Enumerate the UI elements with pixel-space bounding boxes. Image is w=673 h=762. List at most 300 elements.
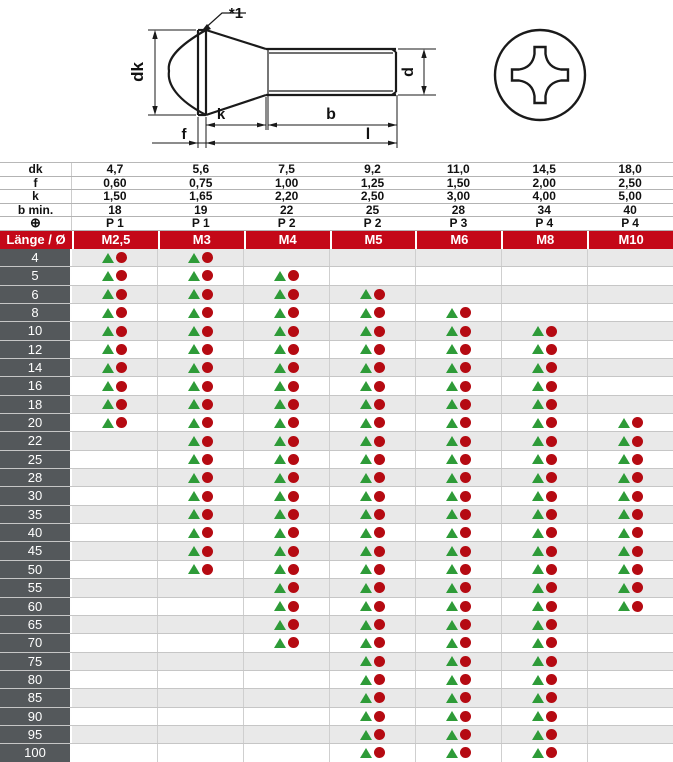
- circle-marker: [202, 509, 213, 520]
- spec-value: 18,0: [618, 162, 642, 176]
- availability-cell: [587, 726, 673, 743]
- availability-cell: [587, 598, 673, 615]
- triangle-marker: [446, 436, 458, 446]
- circle-marker: [546, 619, 557, 630]
- spec-value: P 1: [106, 216, 124, 231]
- circle-marker: [374, 729, 385, 740]
- column-header: M5: [330, 231, 416, 249]
- triangle-marker: [360, 601, 372, 611]
- dim-label-l: l: [365, 126, 371, 143]
- availability-cell: [329, 322, 415, 339]
- triangle-marker: [532, 418, 544, 428]
- triangle-marker: [102, 344, 114, 354]
- availability-cell: [157, 506, 243, 523]
- availability-cell: [243, 598, 329, 615]
- triangle-marker: [274, 473, 286, 483]
- availability-cell: [587, 322, 673, 339]
- circle-marker: [374, 326, 385, 337]
- spec-row: [0, 177, 673, 191]
- availability-cell: [329, 708, 415, 725]
- availability-cell: [587, 506, 673, 523]
- triangle-marker: [360, 308, 372, 318]
- triangle-marker: [446, 546, 458, 556]
- spec-value: 28: [451, 202, 466, 217]
- availability-cell: [72, 341, 157, 358]
- availability-cell: [157, 359, 243, 376]
- availability-cell: [587, 341, 673, 358]
- availability-cell: [72, 542, 157, 559]
- circle-marker: [374, 711, 385, 722]
- availability-cell: [157, 322, 243, 339]
- availability-cell: [329, 414, 415, 431]
- spec-value: 40: [623, 202, 637, 217]
- availability-cell: [157, 396, 243, 413]
- triangle-marker: [446, 363, 458, 373]
- spec-value: 9,2: [364, 162, 381, 176]
- availability-cell: [72, 414, 157, 431]
- availability-cell: [72, 524, 157, 541]
- circle-marker: [460, 747, 471, 758]
- circle-marker: [374, 399, 385, 410]
- availability-cell: [415, 506, 501, 523]
- triangle-marker: [274, 363, 286, 373]
- circle-marker: [202, 491, 213, 502]
- table-row: [0, 377, 673, 395]
- triangle-marker: [274, 271, 286, 281]
- availability-cell: [587, 653, 673, 670]
- availability-cell: [415, 744, 501, 761]
- circle-marker: [460, 307, 471, 318]
- availability-cell: [329, 579, 415, 596]
- triangle-marker: [102, 399, 114, 409]
- length-label: 14: [0, 359, 72, 376]
- availability-cell: [587, 524, 673, 541]
- triangle-marker: [532, 399, 544, 409]
- availability-cell: [72, 487, 157, 504]
- circle-marker: [374, 289, 385, 300]
- availability-cell: [501, 396, 587, 413]
- availability-cell: [415, 359, 501, 376]
- availability-cell: [72, 561, 157, 578]
- availability-cell: [243, 469, 329, 486]
- triangle-marker: [188, 546, 200, 556]
- availability-cell: [157, 726, 243, 743]
- triangle-marker: [188, 454, 200, 464]
- table-row: [0, 432, 673, 450]
- triangle-marker: [274, 326, 286, 336]
- circle-marker: [374, 747, 385, 758]
- circle-marker: [632, 436, 643, 447]
- availability-cell: [329, 726, 415, 743]
- triangle-marker: [532, 748, 544, 758]
- triangle-marker: [532, 326, 544, 336]
- spec-value: 1,50: [103, 189, 127, 204]
- triangle-marker: [446, 711, 458, 721]
- circle-marker: [460, 637, 471, 648]
- availability-cell: [72, 708, 157, 725]
- triangle-marker: [618, 528, 630, 538]
- note-label: *1: [228, 5, 244, 22]
- circle-marker: [546, 436, 557, 447]
- availability-cell: [72, 598, 157, 615]
- availability-cell: [587, 469, 673, 486]
- circle-marker: [202, 399, 213, 410]
- length-label: 100: [0, 744, 72, 761]
- triangle-marker: [532, 509, 544, 519]
- circle-marker: [116, 344, 127, 355]
- availability-cell: [415, 524, 501, 541]
- availability-cell: [501, 451, 587, 468]
- availability-cell: [415, 561, 501, 578]
- circle-marker: [374, 381, 385, 392]
- triangle-marker: [188, 326, 200, 336]
- availability-cell: [501, 377, 587, 394]
- availability-cell: [501, 414, 587, 431]
- circle-marker: [202, 326, 213, 337]
- triangle-marker: [532, 711, 544, 721]
- screw-technical-drawing: [0, 0, 673, 162]
- triangle-marker: [446, 344, 458, 354]
- length-label: 5: [0, 267, 72, 284]
- triangle-marker: [360, 326, 372, 336]
- availability-cell: [329, 469, 415, 486]
- circle-marker: [288, 582, 299, 593]
- availability-cell: [243, 377, 329, 394]
- availability-cell: [415, 726, 501, 743]
- circle-marker: [288, 546, 299, 557]
- circle-marker: [202, 381, 213, 392]
- availability-cell: [157, 341, 243, 358]
- triangle-marker: [102, 271, 114, 281]
- availability-cell: [243, 653, 329, 670]
- availability-cell: [243, 359, 329, 376]
- triangle-marker: [188, 436, 200, 446]
- availability-cell: [157, 286, 243, 303]
- circle-marker: [116, 307, 127, 318]
- availability-cell: [329, 304, 415, 321]
- circle-marker: [546, 546, 557, 557]
- length-label: 28: [0, 469, 72, 486]
- triangle-marker: [188, 308, 200, 318]
- availability-cell: [72, 726, 157, 743]
- triangle-marker: [618, 546, 630, 556]
- triangle-marker: [446, 454, 458, 464]
- triangle-marker: [532, 363, 544, 373]
- availability-cell: [329, 451, 415, 468]
- circle-marker: [288, 289, 299, 300]
- circle-marker: [460, 656, 471, 667]
- triangle-marker: [188, 473, 200, 483]
- triangle-marker: [274, 399, 286, 409]
- triangle-marker: [446, 399, 458, 409]
- length-label: 60: [0, 598, 72, 615]
- availability-cell: [243, 432, 329, 449]
- availability-cell: [243, 671, 329, 688]
- length-label: 30: [0, 487, 72, 504]
- spec-row-label: b min.: [0, 204, 72, 217]
- spec-value: P 2: [363, 216, 382, 231]
- triangle-marker: [532, 344, 544, 354]
- circle-marker: [202, 252, 213, 263]
- availability-cell: [72, 359, 157, 376]
- triangle-marker: [360, 436, 372, 446]
- circle-marker: [288, 436, 299, 447]
- triangle-marker: [446, 675, 458, 685]
- availability-cell: [587, 616, 673, 633]
- circle-marker: [202, 472, 213, 483]
- availability-cell: [587, 708, 673, 725]
- availability-cell: [329, 341, 415, 358]
- triangle-marker: [360, 656, 372, 666]
- triangle-marker: [532, 491, 544, 501]
- circle-marker: [202, 436, 213, 447]
- circle-marker: [546, 747, 557, 758]
- circle-marker: [288, 472, 299, 483]
- thread-lines: [268, 49, 393, 95]
- availability-cell: [415, 542, 501, 559]
- availability-cell: [157, 708, 243, 725]
- availability-cell: [587, 744, 673, 761]
- circle-marker: [202, 307, 213, 318]
- triangle-marker: [274, 583, 286, 593]
- availability-cell: [329, 286, 415, 303]
- availability-cell: [243, 524, 329, 541]
- triangle-marker: [274, 620, 286, 630]
- availability-cell: [587, 396, 673, 413]
- column-header: M8: [501, 231, 587, 249]
- triangle-marker: [274, 564, 286, 574]
- spec-value: 4,7: [106, 162, 124, 176]
- triangle-marker: [446, 748, 458, 758]
- availability-cell: [243, 286, 329, 303]
- triangle-marker: [360, 289, 372, 299]
- table-row: [0, 542, 673, 560]
- circle-marker: [288, 509, 299, 520]
- triangle-marker: [360, 363, 372, 373]
- circle-marker: [460, 527, 471, 538]
- circle-marker: [202, 454, 213, 465]
- triangle-marker: [618, 583, 630, 593]
- triangle-marker: [274, 436, 286, 446]
- triangle-marker: [188, 528, 200, 538]
- table-row: [0, 708, 673, 726]
- availability-cell: [329, 653, 415, 670]
- triangle-marker: [618, 601, 630, 611]
- circle-marker: [460, 509, 471, 520]
- availability-cell: [415, 634, 501, 651]
- availability-cell: [587, 671, 673, 688]
- spec-value: 5,00: [618, 189, 642, 204]
- availability-cell: [157, 524, 243, 541]
- availability-cell: [243, 726, 329, 743]
- length-label: 20: [0, 414, 72, 431]
- availability-cell: [243, 542, 329, 559]
- triangle-marker: [360, 399, 372, 409]
- triangle-marker: [532, 601, 544, 611]
- spec-value: 0,60: [103, 175, 127, 190]
- availability-cell: [243, 249, 329, 266]
- spec-value: 2,20: [274, 189, 299, 204]
- table-row: [0, 726, 673, 744]
- circle-marker: [632, 601, 643, 612]
- circle-marker: [546, 601, 557, 612]
- table-row: [0, 671, 673, 689]
- triangle-marker: [188, 344, 200, 354]
- circle-marker: [546, 491, 557, 502]
- triangle-marker: [532, 436, 544, 446]
- availability-cell: [72, 304, 157, 321]
- availability-cell: [243, 396, 329, 413]
- triangle-marker: [618, 564, 630, 574]
- triangle-marker: [446, 308, 458, 318]
- triangle-marker: [188, 509, 200, 519]
- availability-cell: [329, 524, 415, 541]
- length-label: 70: [0, 634, 72, 651]
- availability-cell: [501, 322, 587, 339]
- availability-cell: [329, 267, 415, 284]
- triangle-marker: [274, 454, 286, 464]
- triangle-marker: [102, 308, 114, 318]
- availability-cell: [501, 304, 587, 321]
- circle-marker: [116, 270, 127, 281]
- table-row: [0, 653, 673, 671]
- triangle-marker: [360, 473, 372, 483]
- table-row: [0, 341, 673, 359]
- dim-label-k: k: [216, 106, 226, 123]
- length-label: 85: [0, 689, 72, 706]
- circle-marker: [546, 729, 557, 740]
- availability-cell: [587, 286, 673, 303]
- availability-cell: [243, 414, 329, 431]
- circle-marker: [460, 472, 471, 483]
- availability-cell: [587, 267, 673, 284]
- table-row: [0, 524, 673, 542]
- availability-cell: [587, 451, 673, 468]
- circle-marker: [202, 564, 213, 575]
- availability-cell: [72, 744, 157, 761]
- triangle-marker: [360, 693, 372, 703]
- availability-cell: [501, 286, 587, 303]
- availability-cell: [329, 542, 415, 559]
- availability-cell: [501, 744, 587, 761]
- circle-marker: [288, 307, 299, 318]
- table-row: [0, 396, 673, 414]
- availability-cell: [415, 708, 501, 725]
- spec-value: 1,25: [360, 175, 385, 190]
- spec-value: 2,50: [618, 175, 642, 190]
- availability-cell: [501, 616, 587, 633]
- triangle-marker: [102, 253, 114, 263]
- availability-cell: [243, 487, 329, 504]
- availability-cell: [72, 671, 157, 688]
- triangle-marker: [618, 491, 630, 501]
- availability-cell: [587, 377, 673, 394]
- circle-marker: [288, 601, 299, 612]
- availability-cell: [157, 469, 243, 486]
- spec-value: 3,00: [446, 189, 471, 204]
- availability-cell: [243, 267, 329, 284]
- circle-marker: [288, 417, 299, 428]
- triangle-marker: [446, 693, 458, 703]
- spec-row-label: dk: [0, 163, 72, 176]
- circle-marker: [288, 527, 299, 538]
- technical-drawing: [0, 0, 673, 162]
- triangle-marker: [446, 491, 458, 501]
- size-header-row: [0, 231, 673, 249]
- availability-cell: [329, 487, 415, 504]
- circle-marker: [460, 546, 471, 557]
- availability-cell: [329, 598, 415, 615]
- spec-value: 0,75: [189, 175, 213, 190]
- availability-cell: [72, 286, 157, 303]
- availability-cell: [157, 671, 243, 688]
- circle-marker: [116, 417, 127, 428]
- length-label: 55: [0, 579, 72, 596]
- spec-value: P 2: [277, 216, 296, 231]
- triangle-marker: [446, 326, 458, 336]
- availability-cell: [415, 322, 501, 339]
- triangle-marker: [360, 344, 372, 354]
- spec-table: [0, 162, 673, 231]
- circle-marker: [374, 619, 385, 630]
- corner-label: Länge / Ø: [6, 231, 66, 247]
- circle-marker: [460, 564, 471, 575]
- availability-cell: [415, 469, 501, 486]
- circle-marker: [374, 582, 385, 593]
- phillips-icon: ⊕: [0, 217, 72, 230]
- triangle-marker: [360, 583, 372, 593]
- circle-marker: [288, 399, 299, 410]
- spec-value: 19: [194, 202, 208, 217]
- availability-cell: [157, 653, 243, 670]
- circle-marker: [374, 692, 385, 703]
- spec-value: 4,00: [532, 189, 556, 204]
- triangle-marker: [360, 730, 372, 740]
- length-label: 65: [0, 616, 72, 633]
- spec-value: 11,0: [447, 162, 470, 176]
- circle-marker: [546, 362, 557, 373]
- circle-marker: [546, 674, 557, 685]
- circle-marker: [460, 601, 471, 612]
- triangle-marker: [446, 509, 458, 519]
- length-label: 75: [0, 653, 72, 670]
- triangle-marker: [188, 253, 200, 263]
- triangle-marker: [446, 601, 458, 611]
- circle-marker: [546, 326, 557, 337]
- circle-marker: [460, 674, 471, 685]
- availability-cell: [243, 561, 329, 578]
- circle-marker: [288, 381, 299, 392]
- triangle-marker: [532, 546, 544, 556]
- triangle-marker: [446, 656, 458, 666]
- availability-cell: [501, 689, 587, 706]
- spec-value: P 4: [535, 216, 554, 231]
- availability-cell: [157, 451, 243, 468]
- availability-cell: [501, 469, 587, 486]
- triangle-marker: [360, 620, 372, 630]
- triangle-marker: [446, 473, 458, 483]
- triangle-marker: [446, 564, 458, 574]
- triangle-marker: [360, 418, 372, 428]
- triangle-marker: [360, 546, 372, 556]
- circle-marker: [374, 454, 385, 465]
- availability-cell: [157, 377, 243, 394]
- spec-value: 7,5: [278, 162, 295, 176]
- triangle-marker: [274, 344, 286, 354]
- circle-marker: [632, 546, 643, 557]
- availability-cell: [72, 616, 157, 633]
- availability-cell: [157, 598, 243, 615]
